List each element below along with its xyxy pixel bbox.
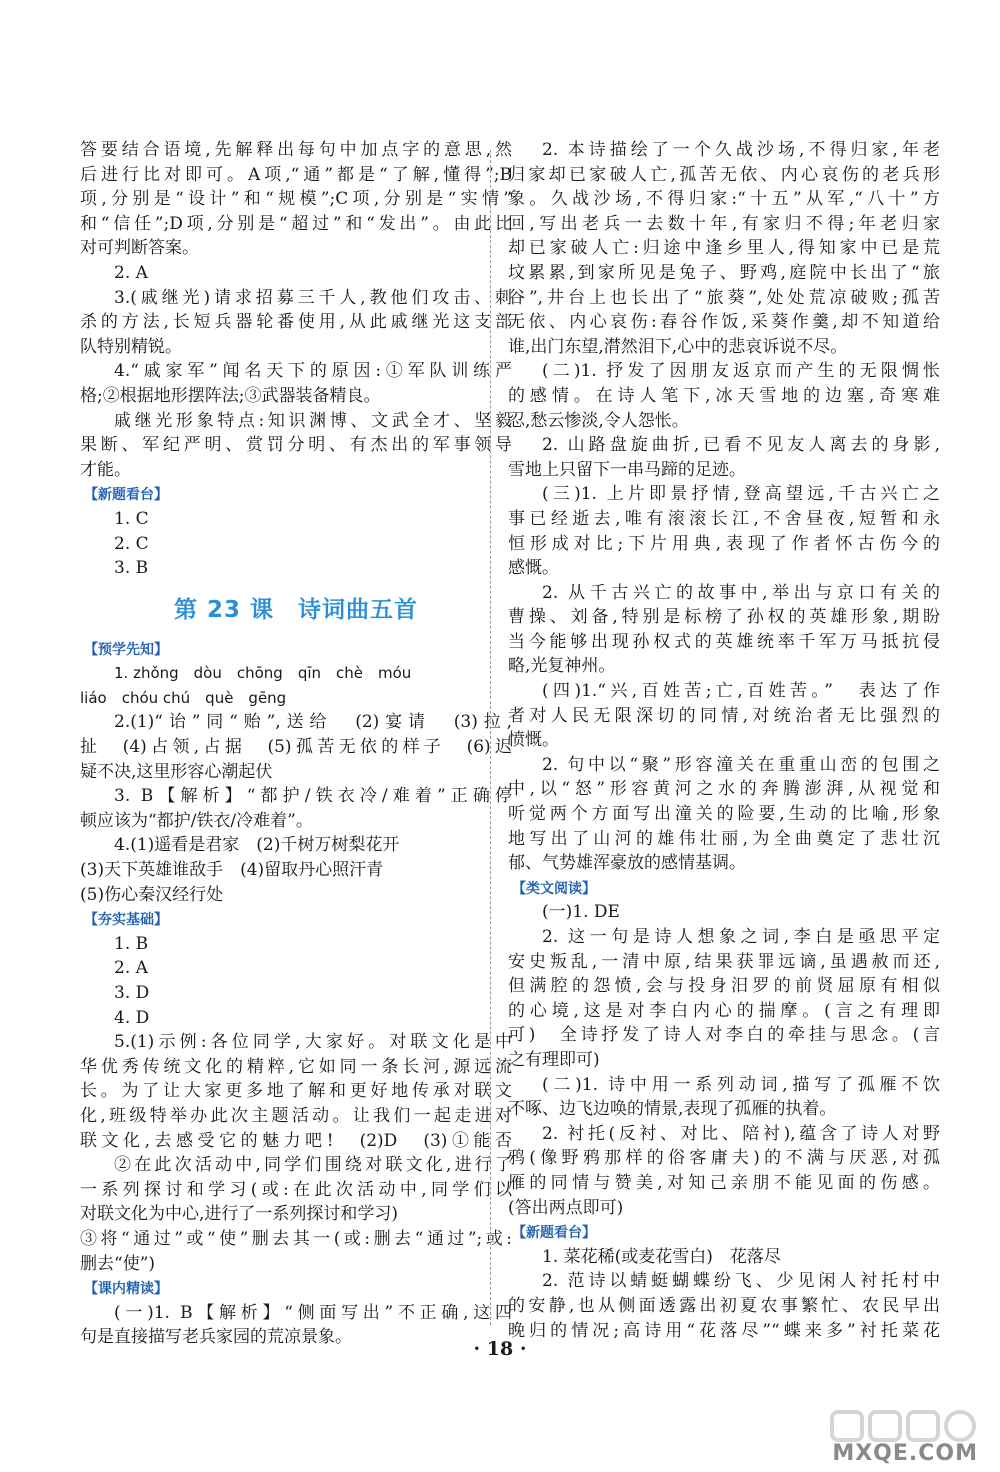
section-tag: 【课内精读】 [84, 1281, 168, 1298]
text-line: 2. 范诗以蜻蜓蝴蝶纷飞、少见闲人衬托村中 [542, 1271, 940, 1292]
section-tag: 【类文阅读】 [512, 880, 596, 897]
text-line: 略,光复神州。 [508, 656, 616, 677]
text-line: 却已家破人亡:归途中逢乡里人,得知家中已是荒 [508, 238, 940, 259]
text-line: 4.“戚家军”闻名天下的原因:①军队训练严 [114, 361, 512, 382]
text-line: 一系列探讨和学习(或:在此次活动中,同学们以 [80, 1179, 512, 1200]
text-line: 之有理即可) [508, 1049, 600, 1070]
text-line: 1. B [114, 933, 149, 954]
text-line: 2. 句中以“聚”形容潼关在重重山峦的包围之 [542, 754, 940, 775]
text-line: liáo chóu chú què gēng [80, 688, 287, 707]
text-line: 忍,愁云惨淡,令人怨怅。 [508, 410, 689, 431]
text-line: 1. C [114, 508, 149, 529]
section-tag-row [80, 1276, 512, 1301]
text-line: 4.(1)遥看是君家 (2)千树万树梨花开 [114, 835, 400, 856]
text-line: (四)1.“兴,百姓苦;亡,百姓苦。” 表达了作 [542, 681, 940, 702]
text-line: 安史叛乱,一清中原,结果获罪远谪,虽遇赦而还, [508, 951, 940, 972]
text-line: 扯 (4)占领,占据 (5)孤苦无依的样子 (6)迟 [80, 737, 512, 758]
text-line: 事已经逝去,唯有滚滚长江,不舍昼夜,短暂和永 [508, 508, 940, 529]
text-line: (一)1. DE [542, 902, 620, 923]
text-line: 句是直接描写老兵家园的荒凉景象。 [80, 1327, 352, 1348]
text-line: 5.(1)示例:各位同学,大家好。对联文化是中 [114, 1032, 512, 1053]
page-number: · 18 · [473, 1338, 527, 1360]
text-line: 对联文化为中心,进行了一系列探讨和学习) [80, 1204, 399, 1225]
text-line: 1. zhǒng dòu chōng qīn chè móu [114, 664, 412, 683]
text-line: 曹操、刘备,特别是标榜了孙权的英雄形象,期盼 [508, 607, 940, 628]
text-line: 者对人民无限深切的同情,对统治者无比强烈的 [508, 705, 940, 726]
section-tag-row [80, 907, 512, 932]
text-line: 项,分别是“设计”和“规模”;C项,分别是“实情” [80, 189, 512, 210]
section-tag: 【新题看台】 [84, 487, 168, 504]
section-tag: 【夯实基础】 [84, 912, 168, 929]
text-line: 3. B [114, 558, 149, 579]
text-line: 4. D [114, 1007, 150, 1028]
text-line: 格;②根据地形摆阵法;③武器装备精良。 [80, 385, 381, 406]
text-line: 长。为了让大家更多地了解和更好地传承对联文 [80, 1081, 512, 1102]
text-line: 坟累累,到家所见是兔子、野鸡,庭院中长出了“旅 [508, 262, 940, 283]
text-line: 化,班级特举办此次主题活动。让我们一起走进对 [80, 1105, 512, 1126]
text-line: 疑不决,这里形容心潮起伏 [80, 761, 273, 782]
text-line: 象。久战沙场,不得归家:“十五”从军,“八十”方 [508, 189, 940, 210]
text-line: 无依、内心哀伤:舂谷作饭,采葵作羹,却不知道给 [508, 312, 940, 333]
section-tag: 【预学先知】 [84, 641, 168, 658]
text-line: 2. A [114, 262, 148, 283]
text-line: 对可判断答案。 [80, 238, 199, 259]
text-line: 2. 山路盘旋曲折,已看不见友人离去的身影, [542, 435, 940, 456]
text-line: 2. A [114, 958, 148, 979]
text-line: 感慨。 [508, 558, 559, 579]
text-line: (三)1. 上片即景抒情,登高望远,千古兴亡之 [542, 484, 940, 505]
left-column [80, 138, 512, 1350]
text-line: 可) 全诗抒发了诗人对李白的牵挂与思念。(言 [508, 1025, 940, 1046]
text-line: 的心境,这是对李白内心的揣摩。(言之有理即 [508, 1000, 940, 1021]
text-line: (3)天下英雄谁敌手 (4)留取丹心照汗青 [80, 860, 384, 881]
text-line: 地写出了山河的雄伟壮丽,为全曲奠定了悲壮沉 [508, 828, 940, 849]
lesson-heading: 第 23 课 诗词曲五首 [173, 596, 419, 623]
text-line: 中,以“怒”形容黄河之水的奔腾澎湃,从视觉和 [508, 779, 940, 800]
right-column [508, 138, 940, 1343]
text-line: 戚继光形象特点:知识渊博、文武全才、坚毅 [114, 410, 512, 431]
text-line: 3. B【解析】“都护/铁衣冷/难着”正确停 [114, 786, 512, 807]
section-tag-row [80, 637, 512, 662]
column-divider [490, 150, 491, 1325]
section-tag-row [508, 1220, 940, 1245]
text-line: ③将“通过”或“使”删去其一(或:删去“通过”;或: [80, 1228, 512, 1249]
text-line: 才能。 [80, 459, 131, 480]
text-line: 听觉两个方面写出潼关的险要,生动的比喻,形象 [508, 804, 940, 825]
text-line: 的感情。在诗人笔下,冰天雪地的边塞,奇寒难 [508, 385, 940, 406]
text-line: 谁,出门东望,潸然泪下,心中的悲哀诉说不尽。 [508, 336, 848, 357]
text-line: ②在此次活动中,同学们围绕对联文化,进行了 [114, 1155, 512, 1176]
section-tag-row [508, 876, 940, 901]
text-line: 郁、气势雄浑豪放的感情基调。 [508, 853, 746, 874]
text-line: (一)1. B【解析】“侧面写出”不正确,这四 [114, 1302, 512, 1323]
text-line: 谷”,井台上也长出了“旅葵”,处处荒凉破败;孤苦 [508, 287, 940, 308]
text-line: (二)1. 诗中用一系列动词,描写了孤雁不饮 [542, 1074, 940, 1095]
text-line: 删去“使”) [80, 1253, 156, 1274]
text-line: 2. 衬托(反衬、对比、陪衬),蕴含了诗人对野 [542, 1123, 940, 1144]
text-line: (答出两点即可) [508, 1197, 624, 1218]
section-tag: 【新题看台】 [512, 1225, 596, 1242]
text-line: 的安静,也从侧面透露出初夏农事繁忙、农民早出 [508, 1295, 940, 1316]
text-line: 1. 菜花稀(或麦花雪白) 花落尽 [542, 1246, 781, 1267]
watermark-text: MXQE.COM [832, 1441, 978, 1466]
text-line: 2. 本诗描绘了一个久战沙场,不得归家,年老 [542, 140, 940, 160]
text-line: 但满腔的怨愤,会与投身汨罗的前贤屈原有相似 [508, 976, 940, 997]
text-line: 雁的同情与赞美,对知己亲朋不能见面的伤感。 [508, 1172, 940, 1193]
text-line: 鸦(像野鸦那样的俗客庸夫)的不满与厌恶,对孤 [508, 1148, 940, 1169]
text-line: (5)伤心秦汉经行处 [80, 884, 224, 905]
text-line: 当今能够出现孙权式的英雄统率千军万马抵抗侵 [508, 631, 940, 652]
text-line: 归家却已家破人亡,孤苦无依、内心哀伤的老兵形 [508, 164, 940, 185]
text-line: 2. C [114, 533, 149, 554]
text-line: 2. 从千古兴亡的故事中,举出与京口有关的 [542, 582, 940, 603]
text-line: 果断、军纪严明、赏罚分明、有杰出的军事领导 [80, 435, 512, 456]
text-line: 2.(1)“诒”同“贻”,送给 (2)宴请 (3)拉, [114, 712, 512, 733]
text-line: 队特别精锐。 [80, 336, 182, 357]
text-line: 联文化,去感受它的魅力吧! (2)D (3)①能否 [80, 1130, 512, 1151]
text-line: (二)1. 抒发了因朋友返京而产生的无限惆怅 [542, 361, 940, 382]
text-line: 2. 这一句是诗人想象之词,李白是亟思平定 [542, 927, 940, 947]
text-line: 后进行比对即可。A项,“通”都是“了解,懂得”;B [80, 164, 512, 185]
text-line: 答要结合语境,先解释出每句中加点字的意思,然 [80, 140, 512, 160]
section-tag-row [80, 482, 512, 507]
text-line: 回,写出老兵一去数十年,有家归不得;年老归家 [508, 213, 940, 234]
text-line: 和“信任”;D项,分别是“超过”和“发出”。由此比 [80, 213, 512, 234]
text-line: 顿应该为“都护/铁衣/冷难着”。 [80, 810, 313, 831]
text-line: 华优秀传统文化的精粹,它如同一条长河,源远流 [80, 1056, 512, 1077]
text-line: 恒形成对比;下片用典,表现了作者怀古伤今的 [508, 533, 940, 554]
text-line: 雪地上只留下一串马蹄的足迹。 [508, 459, 746, 480]
watermark-icon [824, 1408, 984, 1444]
text-line: 不啄、边飞边唤的情景,表现了孤雁的执着。 [508, 1099, 837, 1120]
text-line: 3. D [114, 983, 150, 1003]
text-line: 杀的方法,长短兵器轮番使用,从此戚继光这支部 [80, 312, 512, 333]
text-line: 3.(戚继光)请求招募三千人,教他们攻击、刺 [114, 287, 512, 308]
text-line: 愤慨。 [508, 730, 559, 751]
text-line: 晚归的情况;高诗用“花落尽”“蝶来多”衬托菜花 [508, 1320, 940, 1341]
